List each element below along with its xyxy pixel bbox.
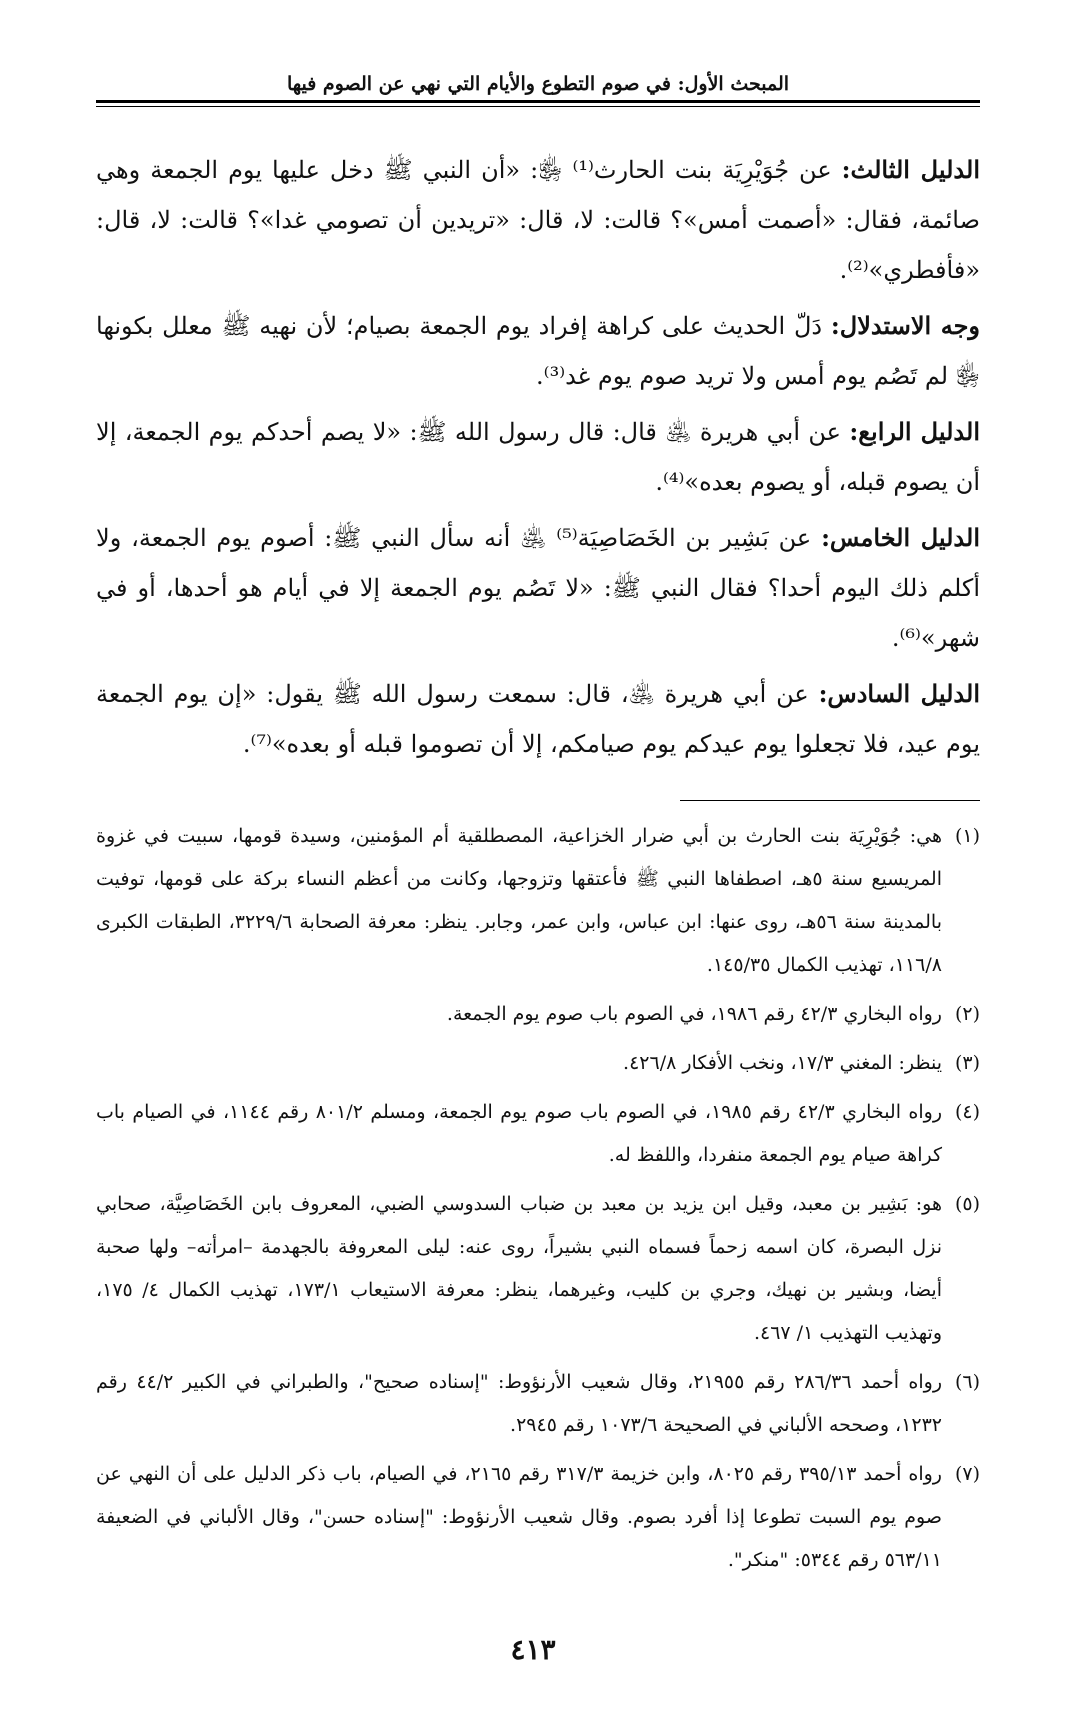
paragraph-evidence-3 (96, 145, 980, 295)
paragraph-body: عن أبي هريرة ﵁ قال: قال رسول الله ﷺ: «لا يصم أحدكم يوم الجمعة، إلا أن يصوم قبله، أو يصوم بعده»⁽⁴⁾. (96, 418, 980, 496)
footnote-text: هي: جُوَيْرِيَة بنت الحارث بن أبي ضرار الخزاعية، المصطلقية أم المؤمنين، وسيدة قومها، سبيت في غزوة المريسيع سنة ٥هـ، اصطفاها النبي ﷺ فأعتقها وتزوجها، وكانت من أعظم النساء بركة على قومها، توفيت بالمدينة سنة ٥٦هـ، روى عنها: ابن عباس، وابن عمر، وجابر. ينظر: معرفة الصحابة ٣٢٢٩/٦، الطبقات الكبرى ١١٦/٨، تهذيب الكمال ١٤٥/٣٥. (96, 825, 942, 976)
paragraph-heading: الدليل الخامس: (821, 523, 981, 552)
footnote (96, 993, 980, 1036)
footnote (96, 1183, 980, 1355)
footnote (96, 1361, 980, 1447)
footnote-text: رواه أحمد ٣٩٥/١٣ رقم ٨٠٢٥، وابن خزيمة ٣١٧/٣ رقم ٢١٦٥، في الصيام، باب ذكر الدليل على أن النهي عن صوم يوم السبت تطوعا إذا أفرد بصوم. وقال شعيب الأرنؤوط: "إسناده حسن"، وقال الألباني في الضعيفة ٥٦٣/١١ رقم ٥٣٤٤: "منكر". (96, 1463, 942, 1571)
footnote-text: ينظر: المغني ١٧/٣، ونخب الأفكار ٤٢٦/٨. (623, 1052, 942, 1074)
footnote-number: (٦) (954, 1371, 980, 1393)
paragraph-heading: الدليل السادس: (818, 679, 980, 708)
footnote-number: (٧) (954, 1463, 980, 1485)
footnote-number: (١) (954, 825, 980, 847)
paragraph-body: عن بَشِير بن الخَصَاصِيَة⁽⁵⁾ ﵁ أنه سأل النبي ﷺ: أصوم يوم الجمعة، ولا أكلم ذلك اليوم أحدا؟ فقال النبي ﷺ: «لا تَصُم يوم الجمعة إلا في أيام هو أحدها، أو في شهر»⁽⁶⁾. (96, 524, 980, 652)
paragraph-body: عن أبي هريرة ﵁، قال: سمعت رسول الله ﷺ يقول: «إن يوم الجمعة يوم عيد، فلا تجعلوا يوم عيدكم يوم صيامكم، إلا أن تصوموا قبله أو بعده»⁽⁷⁾. (96, 680, 980, 758)
footnotes (96, 815, 980, 1588)
paragraph-evidence-4 (96, 407, 980, 507)
paragraph-body: دَلّ الحديث على كراهة إفراد يوم الجمعة بصيام؛ لأن نهيه ﷺ معلل بكونها ﵂ لم تَصُم يوم أمس ولا تريد صوم يوم غد⁽³⁾. (96, 312, 980, 390)
paragraph-heading: وجه الاستدلال: (830, 311, 981, 340)
footnote-number: (٢) (954, 1003, 980, 1025)
footnote-number: (٣) (954, 1052, 980, 1074)
footnote-text: رواه البخاري ٤٢/٣ رقم ١٩٨٥، في الصوم باب صوم يوم الجمعة، ومسلم ٨٠١/٢ رقم ١١٤٤، في الصيام باب كراهة صيام يوم الجمعة منفردا، واللفظ له. (96, 1101, 942, 1166)
page-number: ٤١٣ (510, 1633, 556, 1666)
paragraph-evidence-6 (96, 669, 980, 769)
footnote-separator (680, 800, 980, 801)
footnote-number: (٤) (954, 1101, 980, 1123)
paragraph-inference (96, 301, 980, 401)
paragraph-evidence-5 (96, 513, 980, 663)
footnote-text: رواه أحمد ٢٨٦/٣٦ رقم ٢١٩٥٥، وقال شعيب الأرنؤوط: "إسناده صحيح"، والطبراني في الكبير ٤٤/٢ رقم ١٢٣٢، وصححه الألباني في الصحيحة ١٠٧٣/٦ رقم ٢٩٤٥. (96, 1371, 942, 1436)
paragraph-body: عن جُوَيْرِيَة بنت الحارث⁽¹⁾ ﵂: «أن النبي ﷺ دخل عليها يوم الجمعة وهي صائمة، فقال: «أصمت أمس»؟ قالت: لا، قال: «تريدين أن تصومي غدا»؟ قالت: لا، قال: «فأفطري»⁽²⁾. (96, 156, 980, 284)
header-rule (96, 100, 980, 107)
paragraph-heading: الدليل الرابع: (849, 417, 980, 446)
footnote (96, 1042, 980, 1085)
running-header: المبحث الأول: في صوم التطوع والأيام التي نهي عن الصوم فيها (286, 73, 790, 95)
footnote (96, 815, 980, 987)
main-text (96, 145, 980, 775)
footnote-text: هو: بَشِير بن معبد، وقيل ابن يزيد بن معبد بن ضباب السدوسي الضبي، المعروف بابن الخَصَاصِيَّة، صحابي نزل البصرة، كان اسمه زحماً فسماه النبي بشيراً، روى عنه: ليلى المعروفة بالجهدمة –امرأته– ولها صحبة أيضا، وبشير بن نهيك، وجري بن كليب، وغيرهما، ينظر: معرفة الاستيعاب ١٧٣/١، تهذيب الكمال ٤/ ١٧٥، وتهذيب التهذيب ١/ ٤٦٧. (96, 1193, 942, 1344)
footnote-number: (٥) (954, 1193, 980, 1215)
paragraph-heading: الدليل الثالث: (841, 155, 980, 184)
footnote-text: رواه البخاري ٤٢/٣ رقم ١٩٨٦، في الصوم باب صوم يوم الجمعة. (446, 1003, 942, 1025)
footnote (96, 1091, 980, 1177)
footnote (96, 1453, 980, 1582)
